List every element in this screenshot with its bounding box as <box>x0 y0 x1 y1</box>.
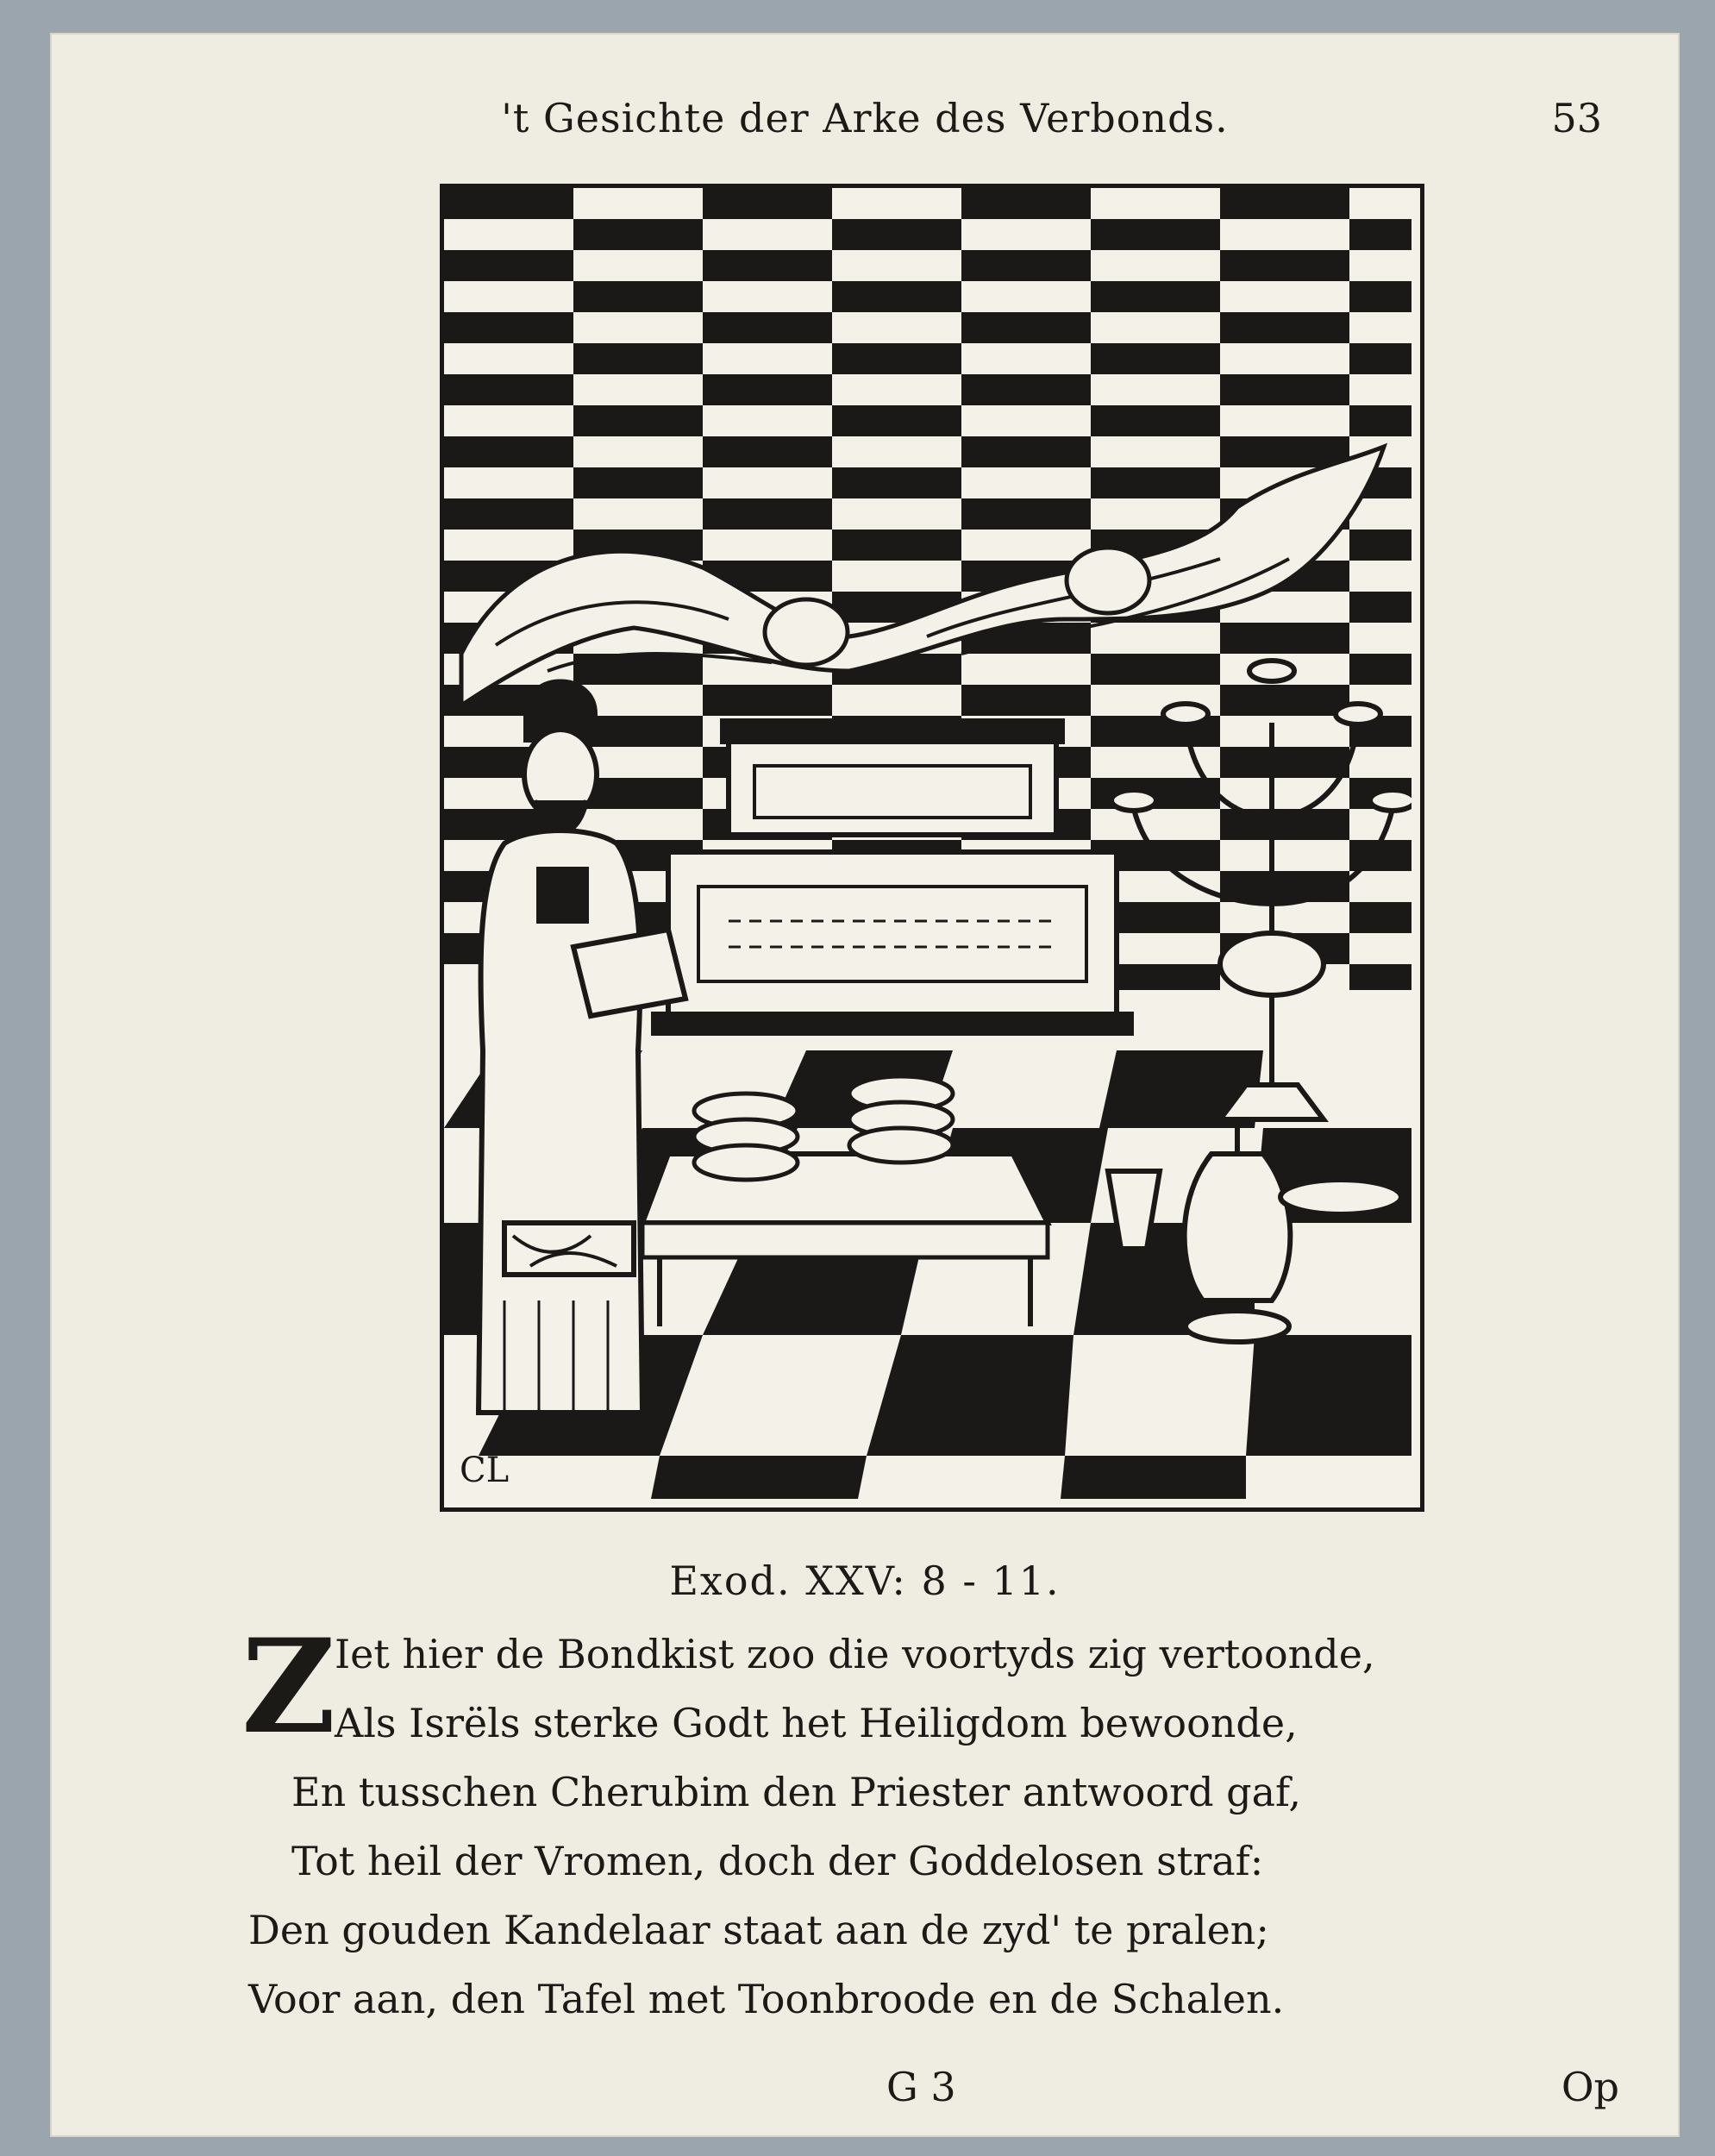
verse-line: Tot heil der Vromen, doch der Goddelosen straf: <box>291 1838 1264 1884</box>
page-number: 53 <box>1551 95 1602 141</box>
book-page <box>50 33 1680 2137</box>
engraver-monogram: CL <box>460 1451 510 1490</box>
catchword: Op <box>1561 2064 1619 2110</box>
verse-line: Iet hier de Bondkist zoo die voortyds zig vertoonde, <box>335 1631 1375 1677</box>
drop-cap: Z <box>241 1611 336 1763</box>
verse <box>241 1611 1542 2034</box>
verse-line: Den gouden Kandelaar staat aan de zyd' te pralen; <box>248 1907 1269 1953</box>
verse-line: En tusschen Cherubim den Priester antwoord gaf, <box>291 1769 1302 1815</box>
scripture-reference: Exod. XXV: 8 - 11. <box>669 1557 1061 1604</box>
verse-line: Als Isrëls sterke Godt het Heiligdom bewoonde, <box>335 1700 1298 1746</box>
signature-mark: G 3 <box>886 2064 956 2110</box>
running-head: 't Gesichte der Arke des Verbonds. <box>501 95 1229 141</box>
woodcut-illustration <box>440 184 1424 1512</box>
verse-line: Voor aan, den Tafel met Toonbroode en de Schalen. <box>248 1976 1285 2022</box>
